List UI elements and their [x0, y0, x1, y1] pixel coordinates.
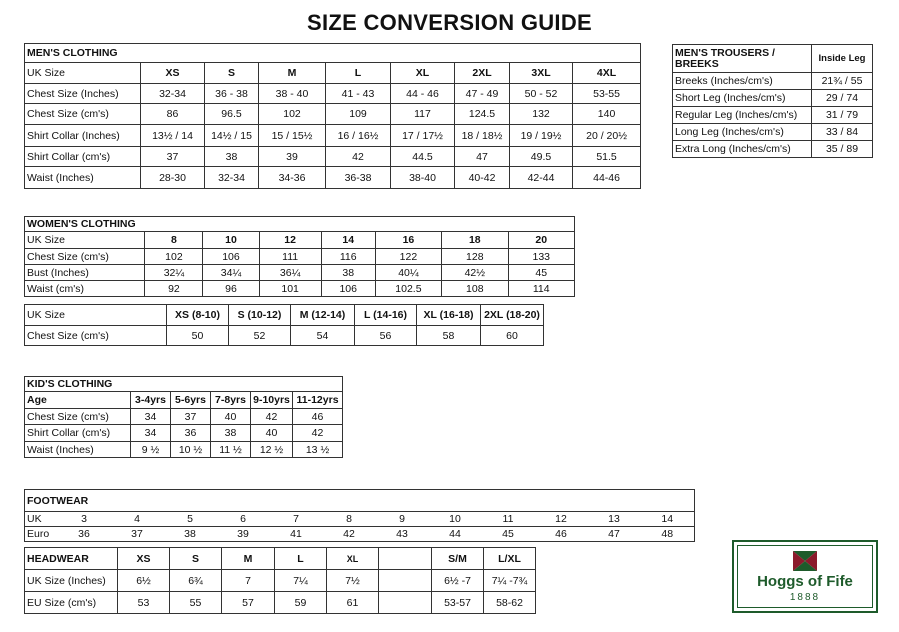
table-cell: 40¼ — [375, 265, 441, 281]
womens-header-cell: 16 — [375, 232, 441, 249]
letter-header-cell: S (10-12) — [229, 305, 291, 326]
table-cell: 44 — [429, 527, 482, 542]
table-cell: 39 — [217, 527, 270, 542]
headwear-table — [24, 547, 536, 614]
womens-letter-size-table — [24, 304, 544, 346]
letter-header-cell: M (12-14) — [291, 305, 355, 326]
letter-header-cell: XS (8-10) — [167, 305, 229, 326]
table-cell: 58 — [417, 326, 481, 346]
table-row — [673, 141, 873, 158]
womens-header-cell: 12 — [259, 232, 321, 249]
table-cell: 11 — [482, 512, 535, 527]
table-cell: 96 — [203, 281, 259, 297]
table-row — [25, 592, 536, 614]
table-row — [25, 125, 641, 147]
table-cell: 18 / 18½ — [455, 125, 510, 147]
table-cell: 50 - 52 — [510, 84, 573, 104]
womens-header-cell: 10 — [203, 232, 259, 249]
table-cell: 7¼ -7¾ — [484, 570, 536, 592]
headwear-header-cell: HEADWEAR — [25, 548, 118, 570]
table-cell: 42 — [293, 425, 343, 442]
table-cell: 36¼ — [259, 265, 321, 281]
table-cell: 6½ — [118, 570, 170, 592]
table-cell: 21¾ / 55 — [812, 73, 873, 90]
table-cell: 46 — [293, 409, 343, 425]
table-cell: 53-55 — [573, 84, 641, 104]
table-cell: 34-36 — [259, 167, 326, 189]
row-label: Short Leg (Inches/cm's) — [673, 90, 812, 107]
table-cell: 37 — [111, 527, 164, 542]
table-cell: 50 — [167, 326, 229, 346]
table-cell: 7½ — [327, 570, 379, 592]
headwear-header-cell: XS — [118, 548, 170, 570]
kids-clothing-title: KID'S CLOTHING — [25, 377, 343, 392]
table-cell: 133 — [508, 249, 574, 265]
table-cell: 4 — [111, 512, 164, 527]
mens-header-cell: UK Size — [25, 63, 141, 84]
headwear-header-cell — [379, 548, 432, 570]
table-cell: 34¼ — [203, 265, 259, 281]
mens-header-cell: L — [326, 63, 391, 84]
row-label: Long Leg (Inches/cm's) — [673, 124, 812, 141]
table-cell: 57 — [222, 592, 275, 614]
table-cell: 52 — [229, 326, 291, 346]
mens-header-cell: S — [205, 63, 259, 84]
kids-header-cell: 11-12yrs — [293, 392, 343, 409]
table-cell: 106 — [321, 281, 375, 297]
womens-header-cell: 20 — [508, 232, 574, 249]
row-label: UK Size (Inches) — [25, 570, 118, 592]
table-cell: 28-30 — [141, 167, 205, 189]
hoggs-of-fife-logo — [732, 540, 878, 613]
table-cell: 13½ / 14 — [141, 125, 205, 147]
row-label: Waist (Inches) — [25, 442, 131, 458]
logo-year: 1888 — [789, 592, 821, 603]
table-cell: 44 - 46 — [391, 84, 455, 104]
table-cell: 44.5 — [391, 147, 455, 167]
row-label: Regular Leg (Inches/cm's) — [673, 107, 812, 124]
footwear-table — [24, 489, 695, 542]
table-cell: 53 — [118, 592, 170, 614]
kids-header-cell: 3-4yrs — [131, 392, 171, 409]
row-label: Euro — [25, 527, 58, 542]
mens-header-cell: M — [259, 63, 326, 84]
table-cell: 58-62 — [484, 592, 536, 614]
table-row — [25, 326, 544, 346]
table-row — [25, 409, 343, 425]
headwear-header-cell: S/M — [432, 548, 484, 570]
row-label: EU Size (cm's) — [25, 592, 118, 614]
table-cell: 102 — [145, 249, 203, 265]
womens-clothing-title: WOMEN'S CLOTHING — [25, 217, 575, 232]
table-cell: 96.5 — [205, 104, 259, 125]
trousers-title: MEN'S TROUSERS / BREEKS — [673, 45, 812, 73]
table-cell: 38-40 — [391, 167, 455, 189]
womens-letter-header-row — [25, 305, 544, 326]
table-row — [25, 84, 641, 104]
mens-trousers-table — [672, 44, 873, 158]
table-row — [25, 167, 641, 189]
table-cell: 15 / 15½ — [259, 125, 326, 147]
table-cell: 38 — [211, 425, 251, 442]
row-label: Chest Size (cm's) — [25, 104, 141, 125]
table-cell: 14½ / 15 — [205, 125, 259, 147]
table-cell: 9 ½ — [131, 442, 171, 458]
table-cell: 6½ -7 — [432, 570, 484, 592]
kids-header-row — [25, 392, 343, 409]
mens-header-cell: XS — [141, 63, 205, 84]
table-cell: 61 — [327, 592, 379, 614]
table-cell — [379, 570, 432, 592]
table-cell: 7 — [222, 570, 275, 592]
row-label: Shirt Collar (cm's) — [25, 147, 141, 167]
mens-clothing-table — [24, 43, 641, 189]
table-row — [673, 107, 873, 124]
table-cell: 38 — [205, 147, 259, 167]
table-cell: 31 / 79 — [812, 107, 873, 124]
saltire-emblem-icon — [738, 548, 872, 574]
table-cell: 49.5 — [510, 147, 573, 167]
table-row — [25, 570, 536, 592]
headwear-header-cell: S — [170, 548, 222, 570]
letter-header-cell: L (14-16) — [355, 305, 417, 326]
table-cell: 35 / 89 — [812, 141, 873, 158]
table-cell: 32-34 — [205, 167, 259, 189]
table-cell: 39 — [259, 147, 326, 167]
table-cell: 16 / 16½ — [326, 125, 391, 147]
table-cell: 47 — [588, 527, 641, 542]
row-label: Extra Long (Inches/cm's) — [673, 141, 812, 158]
table-cell: 101 — [259, 281, 321, 297]
table-cell: 116 — [321, 249, 375, 265]
table-cell: 102 — [259, 104, 326, 125]
table-row — [673, 124, 873, 141]
mens-header-cell: 4XL — [573, 63, 641, 84]
table-cell: 45 — [482, 527, 535, 542]
table-cell: 36 - 38 — [205, 84, 259, 104]
table-cell: 53-57 — [432, 592, 484, 614]
table-cell: 10 — [429, 512, 482, 527]
table-cell: 6¾ — [170, 570, 222, 592]
table-row — [25, 512, 695, 527]
table-cell: 7 — [270, 512, 323, 527]
table-cell: 34 — [131, 409, 171, 425]
table-cell: 42 — [323, 527, 376, 542]
womens-header-row — [25, 232, 575, 249]
kids-header-cell: 5-6yrs — [171, 392, 211, 409]
footwear-title: FOOTWEAR — [25, 490, 695, 512]
kids-header-cell: 9-10yrs — [251, 392, 293, 409]
row-label: Waist (cm's) — [25, 281, 145, 297]
table-row — [673, 73, 873, 90]
table-cell: 33 / 84 — [812, 124, 873, 141]
table-cell: 9 — [376, 512, 429, 527]
row-label: Chest Size (cm's) — [25, 249, 145, 265]
table-cell: 42½ — [442, 265, 508, 281]
table-cell: 117 — [391, 104, 455, 125]
table-cell: 6 — [217, 512, 270, 527]
table-cell: 8 — [323, 512, 376, 527]
table-cell: 114 — [508, 281, 574, 297]
letter-header-cell: 2XL (18-20) — [481, 305, 544, 326]
table-cell: 132 — [510, 104, 573, 125]
headwear-header-row — [25, 548, 536, 570]
table-cell: 32¼ — [145, 265, 203, 281]
row-label: UK — [25, 512, 58, 527]
table-cell: 36 — [171, 425, 211, 442]
table-cell: 54 — [291, 326, 355, 346]
table-row — [25, 442, 343, 458]
table-cell: 29 / 74 — [812, 90, 873, 107]
table-cell: 92 — [145, 281, 203, 297]
table-row — [673, 90, 873, 107]
table-cell: 55 — [170, 592, 222, 614]
logo-frame — [737, 545, 873, 608]
row-label: Chest Size (cm's) — [25, 326, 167, 346]
table-row — [25, 104, 641, 125]
womens-header-cell: UK Size — [25, 232, 145, 249]
row-label: Chest Size (cm's) — [25, 409, 131, 425]
row-label: Breeks (Inches/cm's) — [673, 73, 812, 90]
table-cell: 11 ½ — [211, 442, 251, 458]
table-cell: 102.5 — [375, 281, 441, 297]
table-cell: 60 — [481, 326, 544, 346]
table-cell: 7¼ — [275, 570, 327, 592]
table-cell: 43 — [376, 527, 429, 542]
table-cell: 106 — [203, 249, 259, 265]
table-cell: 12 — [535, 512, 588, 527]
table-cell: 122 — [375, 249, 441, 265]
table-cell: 38 — [164, 527, 217, 542]
table-cell: 44-46 — [573, 167, 641, 189]
page-title: SIZE CONVERSION GUIDE — [306, 10, 592, 35]
headwear-header-cell: M — [222, 548, 275, 570]
mens-header-cell: 3XL — [510, 63, 573, 84]
table-cell: 38 — [321, 265, 375, 281]
table-cell: 36-38 — [326, 167, 391, 189]
table-cell: 38 - 40 — [259, 84, 326, 104]
table-row — [25, 425, 343, 442]
table-cell: 12 ½ — [251, 442, 293, 458]
mens-header-row — [25, 63, 641, 84]
table-cell: 36 — [58, 527, 111, 542]
row-label: Bust (Inches) — [25, 265, 145, 281]
table-cell: 111 — [259, 249, 321, 265]
table-cell: 3 — [58, 512, 111, 527]
table-cell: 32-34 — [141, 84, 205, 104]
table-cell: 42-44 — [510, 167, 573, 189]
table-cell: 124.5 — [455, 104, 510, 125]
kids-header-cell: 7-8yrs — [211, 392, 251, 409]
table-cell: 42 — [326, 147, 391, 167]
row-label: Shirt Collar (Inches) — [25, 125, 141, 147]
table-cell: 13 — [588, 512, 641, 527]
letter-header-cell: XL (16-18) — [417, 305, 481, 326]
table-cell: 13 ½ — [293, 442, 343, 458]
table-cell: 40 — [211, 409, 251, 425]
table-row — [25, 265, 575, 281]
table-row — [25, 281, 575, 297]
table-cell: 14 — [641, 512, 695, 527]
table-cell: 42 — [251, 409, 293, 425]
headwear-header-cell: L/XL — [484, 548, 536, 570]
table-row — [25, 249, 575, 265]
table-cell: 19 / 19½ — [510, 125, 573, 147]
table-cell: 47 — [455, 147, 510, 167]
table-cell: 47 - 49 — [455, 84, 510, 104]
table-cell: 48 — [641, 527, 695, 542]
table-cell: 10 ½ — [171, 442, 211, 458]
table-cell: 45 — [508, 265, 574, 281]
logo-name: Hoggs of Fife — [757, 573, 853, 590]
womens-header-cell: 18 — [442, 232, 508, 249]
table-cell: 34 — [131, 425, 171, 442]
row-label: Chest Size (Inches) — [25, 84, 141, 104]
womens-header-cell: 14 — [321, 232, 375, 249]
table-cell: 86 — [141, 104, 205, 125]
mens-header-cell: 2XL — [455, 63, 510, 84]
row-label: Shirt Collar (cm's) — [25, 425, 131, 442]
table-cell: 37 — [171, 409, 211, 425]
table-cell: 17 / 17½ — [391, 125, 455, 147]
table-cell: 46 — [535, 527, 588, 542]
row-label: Waist (Inches) — [25, 167, 141, 189]
table-cell: 59 — [275, 592, 327, 614]
table-cell: 20 / 20½ — [573, 125, 641, 147]
table-cell: 37 — [141, 147, 205, 167]
inside-leg-header: Inside Leg — [812, 45, 873, 73]
table-cell: 41 - 43 — [326, 84, 391, 104]
kids-clothing-table — [24, 376, 343, 458]
letter-header-cell: UK Size — [25, 305, 167, 326]
table-cell: 51.5 — [573, 147, 641, 167]
headwear-header-cell: XL — [327, 548, 379, 570]
table-cell: 40 — [251, 425, 293, 442]
table-row — [25, 527, 695, 542]
table-cell: 40-42 — [455, 167, 510, 189]
table-cell: 5 — [164, 512, 217, 527]
mens-clothing-title: MEN'S CLOTHING — [25, 44, 641, 63]
womens-clothing-table — [24, 216, 575, 297]
table-row — [25, 147, 641, 167]
table-cell: 140 — [573, 104, 641, 125]
womens-header-cell: 8 — [145, 232, 203, 249]
table-cell: 109 — [326, 104, 391, 125]
table-cell: 108 — [442, 281, 508, 297]
mens-header-cell: XL — [391, 63, 455, 84]
table-cell: 41 — [270, 527, 323, 542]
kids-header-cell: Age — [25, 392, 131, 409]
table-cell: 128 — [442, 249, 508, 265]
table-cell: 56 — [355, 326, 417, 346]
headwear-header-cell: L — [275, 548, 327, 570]
table-cell — [379, 592, 432, 614]
